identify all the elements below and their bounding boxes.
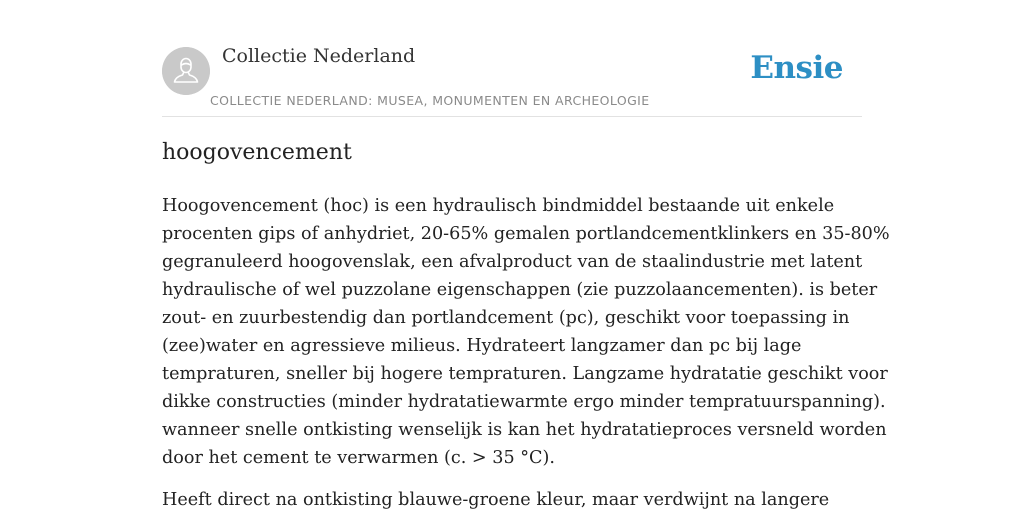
source-description: COLLECTIE NEDERLAND: MUSEA, MONUMENTEN EN ARCHEOLOGIE (210, 93, 650, 108)
paragraph-line: dikke constructies (minder hydratatiewarmte ergo minder tempratuurspanning). (162, 392, 886, 412)
entry-page (162, 0, 890, 510)
definition-paragraph (162, 486, 862, 514)
brand-logo[interactable]: Ensie (750, 50, 843, 86)
paragraph-line: procenten gips of anhydriet, 20-65% gemalen portlandcementklinkers en 35-80% (162, 224, 890, 244)
paragraph-line: Hoogovencement (hoc) is een hydraulisch bindmiddel bestaande uit enkele (162, 196, 835, 216)
paragraph-line: gegranuleerd hoogovenslak, een afvalproduct van de staalindustrie met latent (162, 252, 863, 272)
definition-paragraph (162, 192, 890, 472)
entry-header (162, 0, 862, 117)
paragraph-line: door het cement te verwarmen (c. > 35 °C). (162, 448, 555, 468)
user-icon[interactable] (162, 47, 210, 95)
paragraph-line: Heeft direct na ontkisting blauwe-groene kleur, maar verdwijnt na langere (162, 490, 830, 510)
paragraph-line: zout- en zuurbestendig dan portlandcement (pc), geschikt voor toepassing in (162, 308, 850, 328)
source-name-link[interactable]: Collectie Nederland (222, 45, 416, 67)
paragraph-line: (zee)water en agressieve milieus. Hydrateert langzamer dan pc bij lage (162, 336, 802, 356)
paragraph-line: hydraulische of wel puzzolane eigenschappen (zie puzzolaancementen). is beter (162, 280, 878, 300)
entry-term-title: hoogovencement (162, 140, 352, 165)
paragraph-line: wanneer snelle ontkisting wenselijk is kan het hydratatieproces versneld worden (162, 420, 887, 440)
entry-body (162, 192, 890, 528)
paragraph-line: tempraturen, sneller bij hogere tempraturen. Langzame hydratatie geschikt voor (162, 364, 888, 384)
